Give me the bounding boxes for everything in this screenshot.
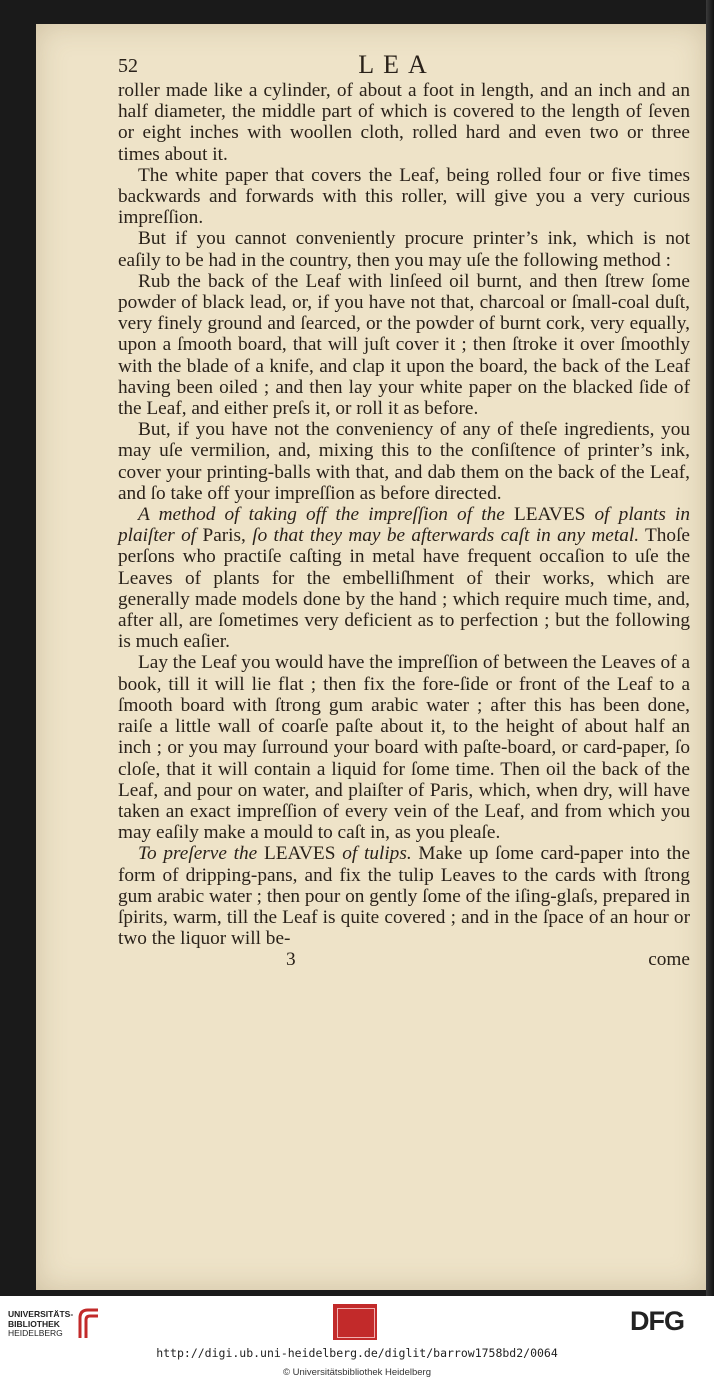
italic-heading-text: A method of taking off the impreſſion of the — [138, 504, 514, 526]
paragraph — [96, 419, 698, 504]
page-number: 52 — [118, 55, 138, 77]
digitization-project-logo[interactable] — [333, 1304, 377, 1340]
italic-heading-text: of tulips. — [335, 843, 412, 865]
catchword: come — [648, 949, 690, 971]
paragraph — [96, 228, 698, 270]
signature-mark: 3 — [286, 949, 296, 971]
library-logo-line: HEIDELBERG — [8, 1328, 63, 1338]
italic-heading-text: ſo that they may be afterwards caſt in any metal. — [245, 525, 640, 547]
paragraph-text: Lay the Leaf you would have the impreſſion of between the Leaves of a book, till it will lie flat ; then fix the fore-ſide or front of the Leaf to a ſmooth board with ſtrong gum arabic water ; after this has been done, raiſe a little wall of coarſe paſte about it, to the height of about half an inch ; or you may ſurround your board with paſte-board, or card-paper, ſo cloſe, that it will contain a liquid for ſome time. Then oil the back of the Leaf, and pour on water, and plaiſter of Paris, which, when dry, will have taken an exact impreſſion of every vein of the Leaf, and from which you may eaſily make a mould to caſt in, as you pleaſe. — [118, 652, 690, 844]
paragraph-text: Thoſe perſons who practiſe caſting in metal have frequent occaſion to uſe the Leaves of plants for the embelliſhment of their works, which are generally made models done by the hand ; which require much time, and, after all, are ſometimes very deficient as to perfection ; but the following is much eaſier. — [118, 525, 690, 653]
permalink-url[interactable]: http://digi.ub.uni-heidelberg.de/diglit/barrow1758bd2/0064 — [156, 1346, 558, 1360]
running-title: LEA — [358, 50, 436, 79]
paragraph — [96, 504, 698, 652]
body-text — [96, 80, 698, 949]
paragraph-text: But if you cannot conveniently procure printer’s ink, which is not eaſily to be had in the country, then you may uſe the following method : — [118, 228, 690, 271]
paragraph — [96, 80, 698, 165]
italic-heading-text: of plants in plaiſter of — [118, 504, 690, 547]
running-header — [96, 48, 698, 80]
library-logo-line: UNIVERSITÄTS- — [8, 1309, 74, 1319]
paragraph-text: Rub the back of the Leaf with linſeed oil burnt, and then ſtrew ſome powder of black lead, or, if you have not that, charcoal or ſmall-coal duſt, very finely ground and ſearced, or the powder of burnt cork, very equally, upon a ſmooth board, that will juſt cover it ; then ſtroke it over ſmoothly with the blade of a knife, and clap it upon the board, the back of the Leaf having been oiled ; and then lay your white paper on the blacked ſide of the Leaf, and either preſs it, or roll it as before. — [118, 270, 690, 420]
paragraph-text: The white paper that covers the Leaf, being rolled four or five times backwards and forwards with this roller, will give you a very curious impreſſion. — [118, 164, 690, 229]
paragraph-text: Make up ſome card-paper into the form of dripping-pans, and fix the tulip Leaves to the cards with ſtrong gum arabic water ; then pour on gently ſome of the iſing-glaſs, prepared in ſpirits, warm, till the Leaf is quite covered ; and in the ſpace of an hour or two the liquor will be- — [118, 843, 690, 950]
paragraph — [96, 652, 698, 843]
paragraph-text: roller made like a cylinder, of about a foot in length, and an inch and an half diameter, the middle part of which is covered to the length of ſeven or eight inches with woollen cloth, rolled hard and even two or three times about it. — [118, 80, 690, 165]
page-text — [96, 48, 698, 1283]
page-edge — [706, 0, 714, 1296]
dfg-logo[interactable]: DFG — [630, 1306, 684, 1336]
paragraph — [96, 271, 698, 419]
paragraph-text: LEAVES — [264, 843, 336, 865]
paragraph-text: Paris, — [202, 525, 246, 547]
copyright-notice: © Universitätsbibliothek Heidelberg — [283, 1367, 431, 1378]
footer-bar — [0, 1296, 714, 1385]
library-emblem-icon — [76, 1306, 102, 1340]
paragraph-text: But, if you have not the conveniency of any of theſe ingredients, you may uſe vermilion, and, mixing this to the conſiſtence of printer’s ink, cover your printing-balls with that, and dab them on the back of the Leaf, and ſo take off your impreſſion as before directed. — [118, 419, 690, 504]
italic-heading-text: To preſerve the — [138, 843, 264, 865]
paragraph-text: LEAVES — [513, 504, 586, 526]
university-library-logo[interactable] — [8, 1304, 104, 1344]
library-logo-line: BIBLIOTHEK — [8, 1318, 60, 1329]
paragraph — [96, 165, 698, 229]
catchline — [96, 949, 698, 971]
paragraph — [96, 843, 698, 949]
